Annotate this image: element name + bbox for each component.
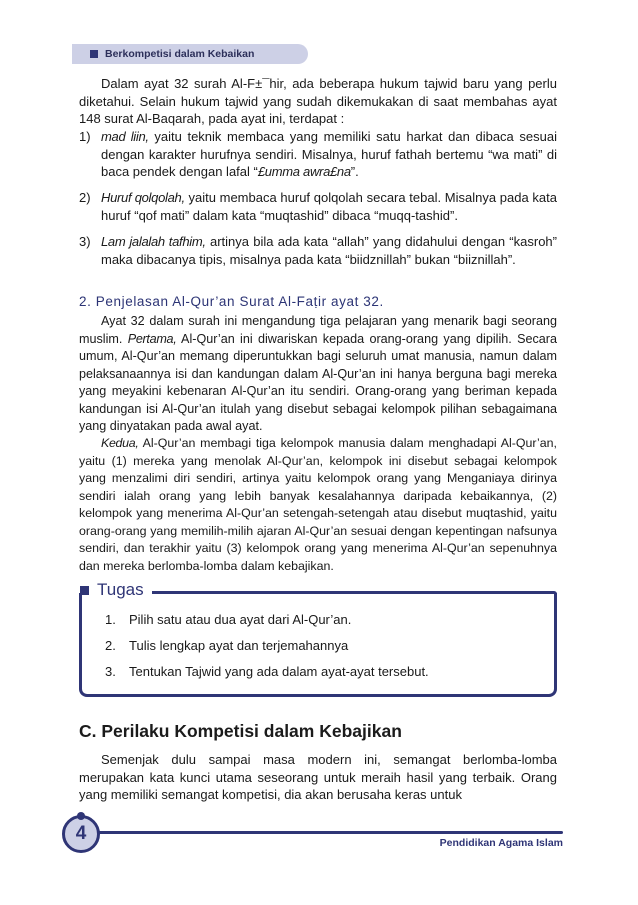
paragraph-term: Pertama, — [127, 331, 177, 346]
tugas-item — [105, 637, 545, 654]
rule-number: 2) — [79, 190, 91, 205]
rule-number: 1) — [79, 129, 91, 144]
rule-term: mad liin, — [101, 129, 149, 144]
tugas-item — [105, 663, 545, 680]
tugas-item-text: Pilih satu atau dua ayat dari Al-Qur’an. — [129, 612, 352, 627]
rule-text: yaitu membaca huruf qolqolah secara tebal. Misalnya pada kata huruf “qof mati” dalam kata “muqtashid” dibaca “muqq-tashid”. — [101, 190, 557, 223]
footer-rule — [95, 831, 563, 834]
rule-term: Lam jalalah tafhim, — [101, 234, 206, 249]
tugas-item-number: 2. — [105, 638, 116, 653]
book-title: Pendidikan Agama Islam — [439, 837, 563, 849]
rule-number: 3) — [79, 234, 91, 249]
rule-example: £umma awra£na — [257, 164, 351, 179]
tajwid-rules-list — [79, 128, 557, 286]
tugas-list — [105, 611, 545, 680]
intro-paragraph: Dalam ayat 32 surah Al-F±¯hir, ada beberapa hukum tajwid baru yang perlu diketahui. Selain hukum tajwid yang sudah dikemukakan di saat membahas ayat 148 surat Al-Baqarah, pada ayat ini, terdapat : — [79, 76, 557, 126]
chapter-header-tab — [72, 44, 308, 64]
chapter-header-title: Berkompetisi dalam Kebaikan — [105, 48, 255, 60]
paragraph-text: Al-Qur’an membagi tiga kelompok manusia dalam menghadapi Al-Qur’an, yaitu (1) mereka yang menolak Al-Qur’an, kelompok ini disebut sebagai kelompok yang menzalimi diri sendiri, artinya yaitu kelompok orang yang Menganiaya dirinya sendiri ialah orang yang lebih banyak kesalahannya daripada kebaikannya, (2) kelompok yang menerima Al-Qur’an setengah-setengah atau disebut muqtashid, yaitu orang-orang yang memilih-milih ajaran Al-Qur’an sesuai dengan kepentingan nafsunya sendiri, dan terakhir yaitu (3) kelompok orang yang menerima Al-Qur’an sepenuhnya dan mereka berlomba-lomba dalam kebajikan. — [79, 436, 557, 573]
square-bullet-icon — [90, 50, 98, 58]
page-number-badge — [62, 815, 100, 853]
square-bullet-icon — [80, 586, 89, 595]
section-c-paragraph: Semenjak dulu sampai masa modern ini, semangat berlomba-lomba merupakan kata kunci utama seseorang untuk meraih hasil yang terbaik. Orang yang memiliki semangat kompetisi, dia akan berusaha keras untuk — [79, 752, 557, 802]
page-number: 4 — [75, 823, 87, 844]
pertama-paragraph — [79, 313, 557, 436]
section-c-heading: C. Perilaku Kompetisi dalam Kebajikan — [79, 721, 402, 741]
rule-text: yaitu teknik membaca yang memiliki satu harkat dan dibaca sesuai dengan karakter hurufnya sendiri. Misalnya, huruf fathah bertemu “wa mati” di baca pendek dengan lafal “ — [101, 129, 557, 179]
tugas-title: Tugas — [97, 580, 144, 599]
rule-item-3 — [79, 233, 557, 286]
section-2-heading: 2. Penjelasan Al-Qur’an Surat Al-Faṭir ayat 32. — [79, 294, 384, 309]
rule-item-1 — [79, 128, 557, 181]
tugas-item-text: Tulis lengkap ayat dan terjemahannya — [129, 638, 349, 653]
rule-term: Huruf qolqolah, — [101, 190, 185, 205]
tugas-item — [105, 611, 545, 628]
rule-item-2 — [79, 189, 557, 225]
kedua-paragraph — [79, 435, 557, 575]
paragraph-text: Al-Qur’an ini diwariskan kepada orang-orang yang dipilih. Secara umum, Al-Qur’an memang diperuntukkan bagi seluruh umat manusia, namun dalam pelaksanaannya isi dan kandungan dalam Al-Qur’an ini hanya berguna bagi mereka yang meyakini kebenaran Al-Qur’an itu sendiri. Orang-orang yang beriman kepada kandungan isi Al-Qur’an itulah yang disebut sebagai kelompok pilihan sebagaimana yang dinyatakan pada awal ayat. — [79, 331, 557, 433]
paragraph-lead: Ayat 32 dalam surah ini mengandung tiga pelajaran yang menarik bagi seorang muslim. — [79, 314, 557, 346]
rule-text-end: ”. — [350, 164, 359, 179]
tugas-item-number: 3. — [105, 664, 116, 679]
paragraph-term: Kedua, — [101, 436, 139, 450]
page-badge-dot — [77, 812, 85, 820]
tugas-item-text: Tentukan Tajwid yang ada dalam ayat-ayat tersebut. — [129, 664, 429, 679]
tugas-label — [80, 580, 144, 600]
tugas-item-number: 1. — [105, 612, 116, 627]
rule-text: artinya bila ada kata “allah” yang didahului dengan “kasroh” maka dibacanya tipis, misalnya pada kata “biidznillah” bukan “biiznillah”. — [101, 234, 557, 267]
